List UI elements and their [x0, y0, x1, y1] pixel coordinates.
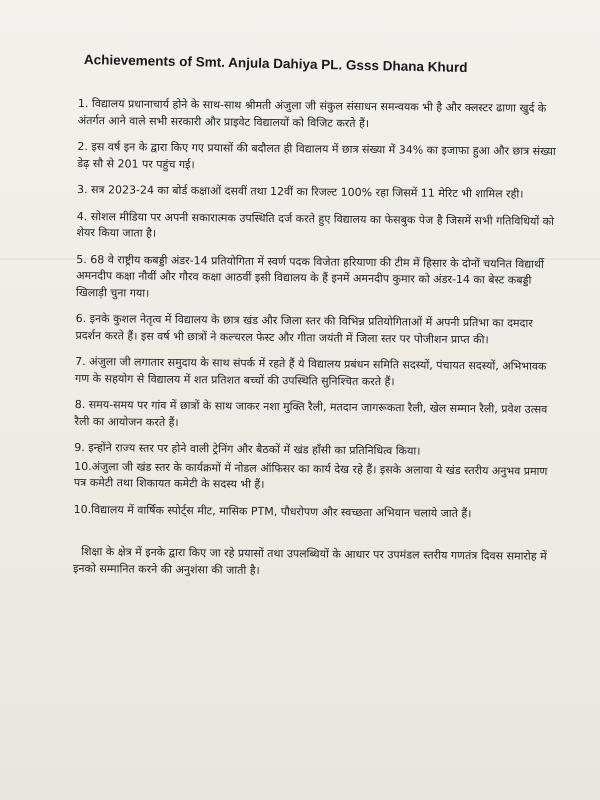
achievement-item-6: 6. इनके कुशल नेतृत्व में विद्यालय के छात्र खंड और जिला स्तर की विभिन्न प्रतियोगिताओं में अपनी प्रतिभा का दमदार प्रदर्शन करते हैं। इस वर्ष भी छात्रों ने कल्चरल फेस्ट और गीता जयंती में जिला स्तर पर पोजीशन प्राप्त की। [75, 311, 533, 346]
closing-recommendation: शिक्षा के क्षेत्र में इनके द्वारा किए जा रहे प्रयासों तथा उपलब्धियों के आधार पर उपमंडल स्तरीय गणतंत्र दिवस समारोह में इनको सम्मानित करने की अनुशंसा की जाती है। [72, 545, 547, 577]
achievement-item-4: 4. सोशल मीडिया पर अपनी सकारात्मक उपस्थिति दर्ज करते हुए विद्यालय का फेसबुक पेज है जिसमें सभी गतिविधियों को शेयर किया जाता है। [76, 209, 555, 240]
achievement-item-7: 7. अंजुला जी लगातार समुदाय के साथ संपर्क में रहते हैं ये विद्यालय प्रबंधन समिति सदस्यों, पंचायत सदस्यों, अभिभावक गण के सहयोग से विद्यालय में शत प्रतिशत बच्चों की उपस्थिति सुनिश्चित करते हैं। [74, 354, 547, 388]
document-body [73, 96, 558, 593]
achievement-item-5: 5. 68 वे राष्ट्रीय कबड्डी अंडर-14 प्रतियोगिता में स्वर्ण पदक विजेता हरियाणा की टीम में हिसार के दोनों चयनित विद्यार्थी अमनदीप कक्षा नौवीं और गौरव कक्षा आठवीं इसी विद्यालय के हैं इनमें अमनदीप कुमार को अंडर-14 का बेस्ट कबड्डी खिलाड़ी चुना गया। [75, 252, 544, 300]
document-title: Achievements of Smt. Anjula Dahiya PL. Gsss Dhana Khurd [83, 52, 468, 76]
achievement-item-10b: 10.विद्यालय में वार्षिक स्पोर्ट्स मीट, मासिक PTM, पौधरोपण और स्वच्छता अभियान चलाये जाते हैं। [73, 502, 472, 520]
achievement-item-2: 2. इस वर्ष इन के द्वारा किए गए प्रयासों की बदौलत ही विद्यालय में छात्र संख्या में 34% का इजाफा हुआ और छात्र संख्या डेढ़ सौ से 201 पर पहुंच गई। [77, 139, 556, 171]
achievement-item-10a: 10.अंजुला जी खंड स्तर के कार्यक्रमों में नोडल ऑफिसर का कार्य देख रहे हैं। इसके अलावा ये खंड स्तरीय अनुभव प्रमाण पत्र कमेटी तथा शिकायत कमेटी के सदस्य भी हैं। [73, 459, 548, 491]
achievement-item-8: 8. समय-समय पर गांव में छात्रों के साथ जाकर नशा मुक्ति रैली, मतदान जागरूकता रैली, खेल सम्मान रैली, प्रवेश उत्सव रैली का आयोजन करते हैं। [74, 397, 548, 429]
achievement-item-3: 3. सत्र 2023-24 का बोर्ड कक्षाओं दसवीं तथा 12वीं का रिजल्ट 100% रहा जिसमें 11 मेरिट भी शामिल रही। [76, 182, 524, 201]
achievement-item-9: 9. इन्होंने राज्य स्तर पर होने वाली ट्रेनिंग और बैठकों में खंड हाँसी का प्रतिनिधित्व किया। [74, 440, 421, 458]
achievement-item-1: 1. विद्यालय प्रधानाचार्य होने के साथ-साथ श्रीमती अंजुला जी संकुल संसाधन समन्वयक भी है और क्लस्टर ढाणा खुर्द के अंतर्गत आने वाले सभी सरकारी और प्राइवेट विद्यालयों को विजिट करते हैं। [77, 96, 547, 130]
